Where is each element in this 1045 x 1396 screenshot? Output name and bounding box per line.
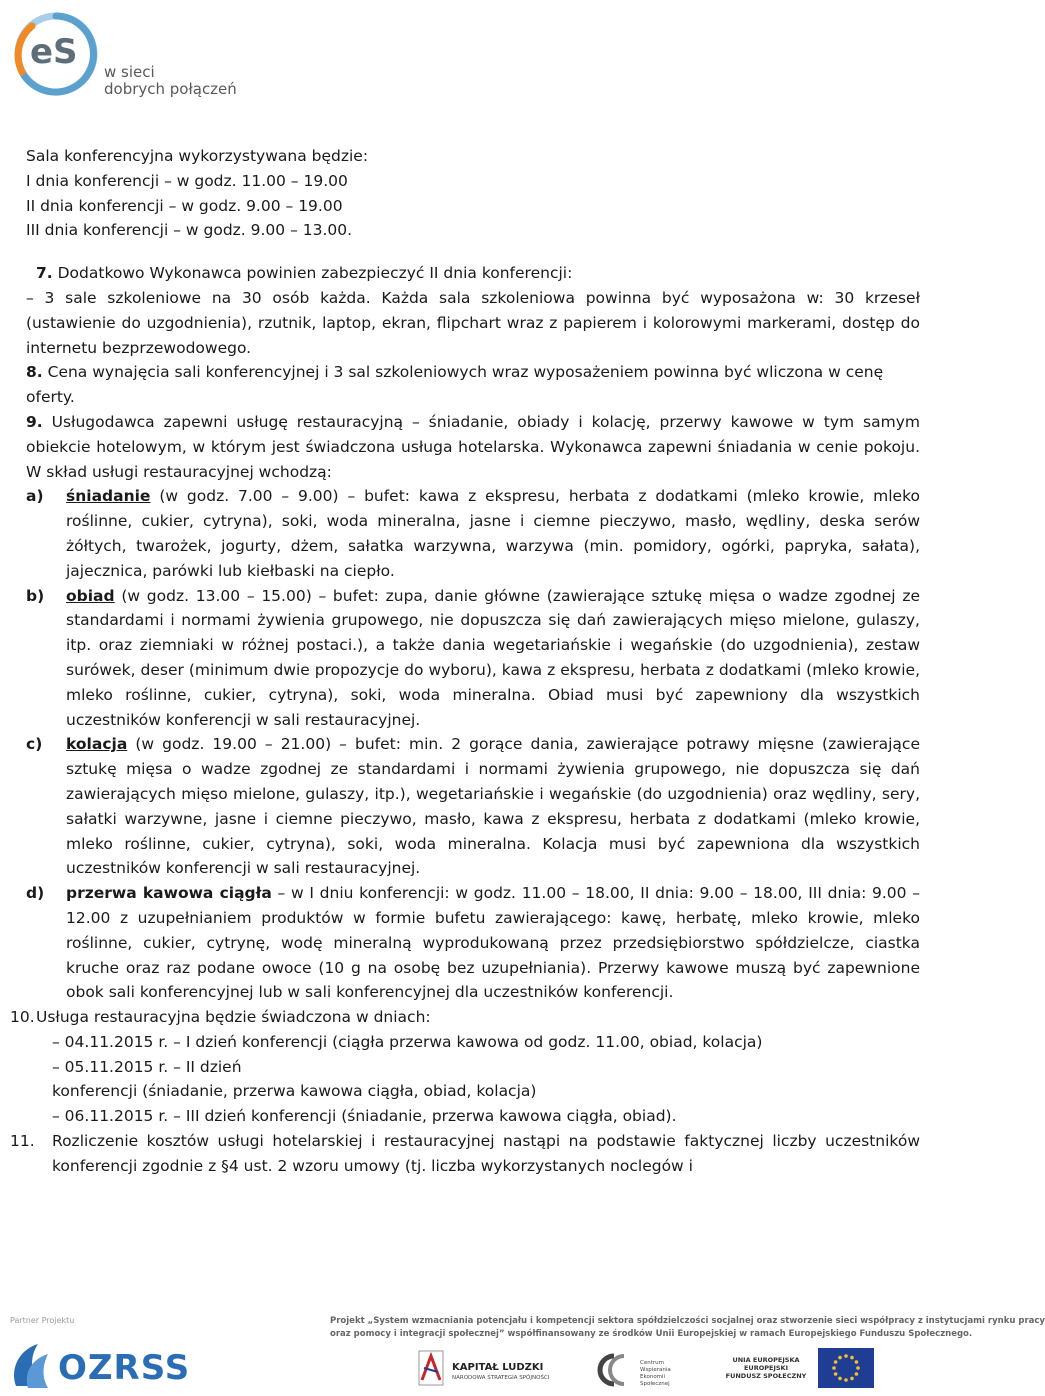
section-9 <box>26 410 920 484</box>
eu-line-2: EUROPEJSKI <box>743 1364 788 1372</box>
eu-star-icon <box>838 1377 842 1381</box>
list-item-c <box>26 732 920 881</box>
list-item-d <box>26 881 920 1005</box>
partner-label: Partner Projektu <box>10 1316 75 1325</box>
section-9-text: Usługodawca zapewni usługę restauracyjną – śniadanie, obiady i kolację, przerwy kawowe w tym samym obiekcie hotelowym, w którym jest świadczona usługa hotelarska. Wykonawca zapewni śniadania w cenie pokoju. W skład usługi restauracyjnej wchodzą: <box>26 412 920 481</box>
service-dates-list <box>26 1030 920 1129</box>
section-7-body: – 3 sale szkoleniowe na 30 osób każda. Każda sala szkoleniowa powinna być wyposażona w: 30 krzeseł (ustawienie do uzgodnienia), rzutnik, laptop, ekran, flipchart wraz z papierem i kolorowymi markerami, dostęp do internetu bezprzewodowego. <box>26 288 920 357</box>
service-date-line: – 04.11.2015 r. – I dzień konferencji (ciągła przerwa kawowa od godz. 11.00, obiad, kolacja) <box>52 1032 763 1051</box>
eu-flag-icon <box>818 1348 874 1388</box>
section-11-text: Rozliczenie kosztów usługi hotelarskiej i restauracyjnej nastąpi na podstawie faktycznej liczby uczestników konferencji zgodnie z §4 ust. 2 wzoru umowy (tj. liczba wykorzystanych noclegów i <box>52 1132 920 1175</box>
service-date-line: – 06.11.2015 r. – III dzień konferencji (śniadanie, przerwa kawowa ciągła, obiad). <box>52 1107 677 1126</box>
document-body <box>10 144 920 1179</box>
logo-tagline-line2: dobrych połączeń <box>104 80 237 98</box>
intro-line: I dnia konferencji – w godz. 11.00 – 19.00 <box>26 171 348 190</box>
logo-tagline-line1: w sieci <box>104 63 155 81</box>
list-item-text: (w godz. 13.00 – 15.00) – bufet: zupa, danie główne (zawierające sztukę mięsa o wadze zgodnej ze standardami i normami żywienia grupowego, nie dopuszcza się dań zawierających mięso mielone, gulaszy, itp. oraz ziemniaki w różnej postaci.), a także dania wegetariańskie i wegańskie (do uzgodnienia), zestaw surówek, deser (minimum dwie propozycje do wyboru), kawa z ekspresu, herbata z dodatkami (mleko krowie, mleko roślinne, cukier, cytryna), soki, woda mineralna. Obiad musi być zapewniony dla wszystkich uczestników konferencji w sali restauracyjnej. <box>66 586 920 729</box>
section-8-number: 8. <box>26 363 43 382</box>
section-10 <box>10 1005 920 1030</box>
eu-star-icon <box>855 1360 859 1364</box>
section-8-text: Cena wynajęcia sali konferencyjnej i 3 sal szkoleniowych wraz wyposażeniem powinna być wliczona w cenę oferty. <box>26 363 884 407</box>
list-item-b <box>26 584 920 733</box>
eu-line-1: UNIA EUROPEJSKA <box>732 1356 800 1364</box>
eu-star-icon <box>832 1366 836 1370</box>
eu-star-icon <box>850 1377 854 1381</box>
list-item-a <box>26 484 920 583</box>
kapital-ludzki-subtitle: NARODOWA STRATEGIA SPÓJNOŚCI <box>452 1375 550 1381</box>
section-9-number: 9. <box>26 412 43 431</box>
section-7-heading <box>26 261 920 286</box>
section-11-number: 11. <box>10 1132 35 1151</box>
list-item-label: c) <box>26 735 43 754</box>
ozrss-emblem-icon <box>8 1340 56 1392</box>
eu-star-icon <box>834 1360 838 1364</box>
list-item-label: d) <box>26 884 45 903</box>
list-item-title: śniadanie <box>66 487 151 506</box>
list-item-label: a) <box>26 487 44 506</box>
eu-star-icon <box>838 1356 842 1360</box>
section-7-number: 7. <box>36 264 53 283</box>
service-date-line: konferencji (śniadanie, przerwa kawowa ciągła, obiad, kolacja) <box>52 1082 537 1101</box>
cwes-caption: Centrum Wspierania Ekonomii Społecznej <box>640 1360 671 1387</box>
eu-star-icon <box>856 1366 860 1370</box>
service-date-line: – 05.11.2015 r. – II dzień <box>52 1057 242 1076</box>
eu-star-icon <box>850 1356 854 1360</box>
section-7-text: Dodatkowo Wykonawca powinien zabezpieczyć II dnia konferencji: <box>57 264 573 283</box>
ozrss-logo-text: OZRSS <box>58 1348 191 1388</box>
eu-line-3: FUNDUSZ SPOŁECZNY <box>725 1372 807 1380</box>
logo-mark: eS <box>30 32 78 72</box>
intro-line: III dnia konferencji – w godz. 9.00 – 13.00. <box>26 221 353 240</box>
section-10-text: Usługa restauracyjna będzie świadczona w dniach: <box>36 1008 431 1027</box>
list-item-text: (w godz. 7.00 – 9.00) – bufet: kawa z ekspresu, herbata z dodatkami (mleko krowie, mleko roślinne, cukier, cytryna), soki, woda mineralna, jasne i ciemne pieczywo, masło, wędliny, deska serów żółtych, twarożek, jogurty, dżem, sałatka warzywna, warzywa (min. pomidory, ogórki, papryka, sałata), jajecznica, parówki lub kiełbaski na ciepło. <box>66 487 920 580</box>
intro-line: Sala konferencyjna wykorzystywana będzie: <box>26 147 369 165</box>
section-11 <box>10 1129 920 1179</box>
section-10-number: 10. <box>10 1008 35 1027</box>
section-8 <box>26 360 920 410</box>
eu-star-icon <box>855 1372 859 1376</box>
list-item-label: b) <box>26 586 45 605</box>
list-item-text: (w godz. 19.00 – 21.00) – bufet: min. 2 gorące dania, zawierające potrawy mięsne (zawierające sztukę mięsa o wadze zgodnej ze standardami i normami żywienia grupowego, nie dopuszcza się dań zawierających mięso mielone, gulaszy, itp.), wegetariańskie i wegańskie (do uzgodnienia) oraz wędliny, sery, sałatki warzywne, jasne i ciemne pieczywo, masło, kawa z ekspresu, herbata z dodatkami (mleko krowie, mleko roślinne, cukier, cytryna), soki, woda mineralna. Kolacja musi być zapewniona dla wszystkich uczestników konferencji w sali restauracyjnej. <box>66 735 920 878</box>
eu-star-icon <box>844 1378 848 1382</box>
list-item-title: kolacja <box>66 735 128 754</box>
kapital-ludzki-title: KAPITAŁ LUDZKI <box>452 1362 544 1373</box>
kapital-ludzki-emblem-icon <box>418 1350 444 1386</box>
eu-caption <box>716 1356 816 1380</box>
cwes-logo-icon <box>594 1352 638 1388</box>
list-item-text: – w I dniu konferencji: w godz. 11.00 – 18.00, II dnia: 9.00 – 18.00, III dnia: 9.00 – 12.00 z uzupełnianiem produktów w formie bufetu zawierającego: kawę, herbatę, mleko krowie, mleko roślinne, cukier, cytrynę, wodę mineralną wyprodukowaną przez przedsiębiorstwo spółdzielcze, ciastka kruche oraz raz podane owoce (10 g na osobę bez uzupełniania). Przerwy kawowe muszą być zapewnione obok sali konferencyjnej lub w sali konferencyjnej dla uczestników konferencji. <box>66 884 920 1002</box>
eu-star-icon <box>844 1354 848 1358</box>
intro-line: II dnia konferencji – w godz. 9.00 – 19.00 <box>26 196 343 215</box>
list-item-title: obiad <box>66 586 115 605</box>
list-item-title: przerwa kawowa ciągła <box>66 884 272 903</box>
project-line-1: Projekt „System wzmacniania potencjału i kompetencji sektora spółdzielczości socjalnej oraz stworzenie sieci współpracy z instytucjami rynku pracy <box>330 1316 1045 1326</box>
project-line-2: oraz pomocy i integracji społecznej” współfinansowany ze środków Unii Europejskiej w ramach Europejskiego Funduszu Społecznego. <box>330 1329 973 1339</box>
eu-star-icon <box>834 1372 838 1376</box>
